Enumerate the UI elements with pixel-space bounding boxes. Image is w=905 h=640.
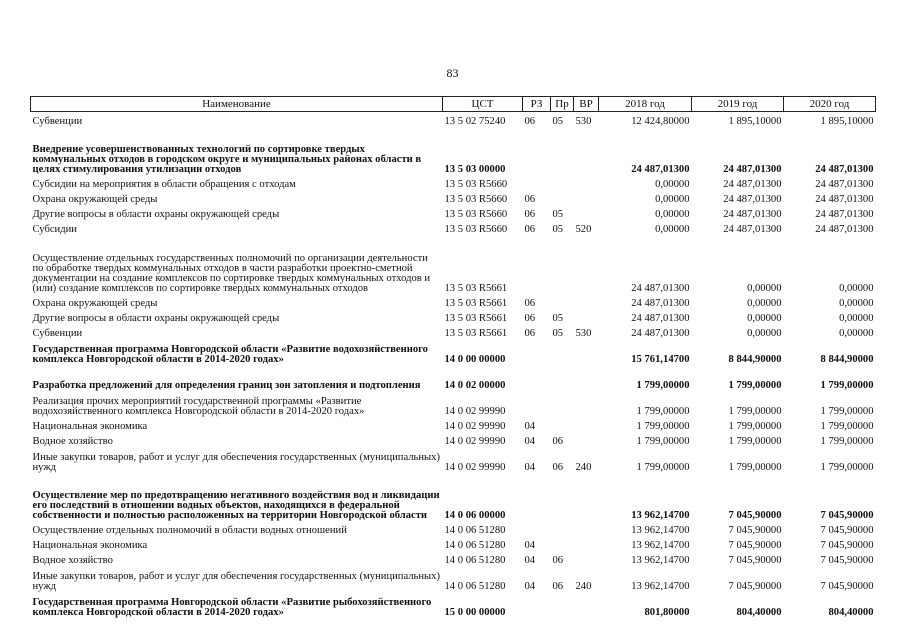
vr-cell: 240	[575, 462, 592, 473]
cst-cell: 15 0 00 00000	[444, 607, 506, 618]
value-2018-cell: 13 962,14700	[631, 540, 690, 551]
rz-cell: 06	[524, 116, 536, 127]
pr-cell: 06	[552, 581, 564, 592]
budget-table	[30, 96, 876, 618]
name-cell: Субвенции	[32, 328, 83, 339]
cst-cell: 14 0 02 99990	[444, 436, 506, 447]
vr-cell	[574, 309, 599, 324]
table-row	[31, 175, 876, 190]
vr-cell: 240	[575, 581, 592, 592]
name-cell: Другие вопросы в области охраны окружающей среды	[32, 209, 280, 220]
pr-cell: 06	[552, 462, 564, 473]
header-2020: 2020 год	[784, 97, 876, 112]
header-pr: Пр	[551, 97, 574, 112]
name-cell: Охрана окружающей среды	[32, 298, 158, 309]
value-2020-cell: 8 844,90000	[820, 354, 874, 365]
header-rz: РЗ	[523, 97, 551, 112]
cst-cell: 14 0 02 00000	[444, 380, 506, 391]
value-2020-cell: 1 799,00000	[820, 462, 874, 473]
pr-cell	[551, 127, 574, 175]
table-row	[31, 112, 876, 128]
value-2019-cell: 0,00000	[747, 328, 782, 339]
vr-cell	[574, 190, 599, 205]
header-cst: ЦСТ	[443, 97, 523, 112]
pr-cell	[551, 365, 574, 391]
value-2019-cell: 1 799,00000	[728, 421, 782, 432]
cst-cell: 13 5 03 R5660	[444, 224, 508, 235]
value-2018-cell: 24 487,01300	[631, 298, 690, 309]
name-cell: Национальная экономика	[32, 540, 148, 551]
vr-cell	[574, 235, 599, 294]
table-row	[31, 447, 876, 473]
rz-cell: 06	[524, 224, 536, 235]
vr-cell	[574, 536, 599, 551]
table-row	[31, 220, 876, 235]
cst-cell: 13 5 03 R5660	[444, 179, 508, 190]
header-name: Наименование	[31, 97, 443, 112]
table-row	[31, 190, 876, 205]
rz-cell	[523, 391, 551, 417]
value-2019-cell: 1 895,10000	[728, 116, 782, 127]
vr-cell	[574, 417, 599, 432]
value-2018-cell: 13 962,14700	[631, 581, 690, 592]
value-2018-cell: 13 962,14700	[631, 555, 690, 566]
value-2020-cell: 1 799,00000	[820, 421, 874, 432]
value-2018-cell: 24 487,01300	[631, 313, 690, 324]
value-2019-cell: 7 045,90000	[728, 525, 782, 536]
rz-cell	[523, 127, 551, 175]
table-row	[31, 566, 876, 592]
rz-cell: 06	[524, 194, 536, 205]
pr-cell	[551, 473, 574, 521]
cst-cell: 13 5 03 R5661	[444, 328, 508, 339]
value-2020-cell: 1 895,10000	[820, 116, 874, 127]
pr-cell: 05	[552, 313, 564, 324]
vr-cell	[574, 592, 599, 618]
pr-cell	[551, 417, 574, 432]
name-cell: Разработка предложений для определения границ зон затопления и подтопления	[32, 380, 421, 391]
value-2019-cell: 7 045,90000	[728, 540, 782, 551]
value-2018-cell: 0,00000	[655, 179, 690, 190]
value-2020-cell: 24 487,01300	[815, 164, 874, 175]
rz-cell	[523, 175, 551, 190]
value-2020-cell: 0,00000	[839, 298, 874, 309]
value-2020-cell: 0,00000	[839, 328, 874, 339]
value-2018-cell: 1 799,00000	[636, 380, 690, 391]
vr-cell: 530	[575, 116, 592, 127]
rz-cell: 04	[524, 462, 536, 473]
rz-cell: 06	[524, 298, 536, 309]
pr-cell	[551, 190, 574, 205]
pr-cell	[551, 235, 574, 294]
table-row	[31, 417, 876, 432]
rz-cell	[523, 592, 551, 618]
value-2018-cell: 15 761,14700	[631, 354, 690, 365]
pr-cell: 06	[552, 555, 564, 566]
cst-cell: 14 0 00 00000	[444, 354, 506, 365]
value-2019-cell: 7 045,90000	[728, 581, 782, 592]
value-2020-cell: 1 799,00000	[820, 436, 874, 447]
table-row	[31, 592, 876, 618]
table-row	[31, 235, 876, 294]
cst-cell: 14 0 06 00000	[444, 510, 506, 521]
value-2018-cell: 24 487,01300	[631, 328, 690, 339]
name-cell: Водное хозяйство	[32, 555, 113, 566]
table-row	[31, 391, 876, 417]
value-2020-cell: 804,40000	[828, 607, 874, 618]
cst-cell: 13 5 03 R5661	[444, 298, 508, 309]
vr-cell	[574, 473, 599, 521]
vr-cell	[574, 339, 599, 365]
vr-cell	[574, 127, 599, 175]
value-2019-cell: 0,00000	[747, 313, 782, 324]
name-cell: Внедрение усовершенствованных технологий по сортировке твердых коммунальных отходов в городском округе и муниципальных районах области в целях стимулирования утилизации отходов	[32, 144, 422, 175]
cst-cell: 14 0 06 51280	[444, 555, 506, 566]
table-row	[31, 473, 876, 521]
cst-cell: 13 5 03 R5660	[444, 209, 508, 220]
value-2018-cell: 24 487,01300	[631, 164, 690, 175]
value-2019-cell: 0,00000	[747, 298, 782, 309]
cst-cell: 14 0 06 51280	[444, 525, 506, 536]
name-cell: Реализация прочих мероприятий государственной программы «Развитие водохозяйственного комплекса Новгородской области в 2014-2020 годах»	[32, 396, 365, 417]
table-row	[31, 536, 876, 551]
pr-cell	[551, 521, 574, 536]
vr-cell	[574, 175, 599, 190]
value-2019-cell: 24 487,01300	[723, 209, 782, 220]
vr-cell	[574, 432, 599, 447]
rz-cell	[523, 521, 551, 536]
name-cell: Другие вопросы в области охраны окружающей среды	[32, 313, 280, 324]
cst-cell: 13 5 02 75240	[444, 116, 506, 127]
value-2019-cell: 0,00000	[747, 283, 782, 294]
pr-cell	[551, 391, 574, 417]
rz-cell	[523, 235, 551, 294]
value-2019-cell: 1 799,00000	[728, 462, 782, 473]
value-2019-cell: 24 487,01300	[723, 179, 782, 190]
value-2018-cell: 13 962,14700	[631, 525, 690, 536]
value-2018-cell: 0,00000	[655, 209, 690, 220]
value-2019-cell: 24 487,01300	[723, 224, 782, 235]
value-2020-cell: 24 487,01300	[815, 179, 874, 190]
value-2018-cell: 0,00000	[655, 194, 690, 205]
value-2020-cell: 0,00000	[839, 313, 874, 324]
cst-cell: 14 0 02 99990	[444, 406, 506, 417]
pr-cell	[551, 175, 574, 190]
value-2019-cell: 7 045,90000	[728, 510, 782, 521]
cst-cell: 14 0 06 51280	[444, 581, 506, 592]
cst-cell: 13 5 03 00000	[444, 164, 506, 175]
vr-cell: 520	[575, 224, 592, 235]
name-cell: Государственная программа Новгородской области «Развитие рыбохозяйственного комплекса Новгородской области в 2014-2020 годах»	[32, 597, 432, 618]
cst-cell: 13 5 03 R5661	[444, 283, 508, 294]
value-2020-cell: 1 799,00000	[820, 406, 874, 417]
rz-cell: 04	[524, 436, 536, 447]
header-2018: 2018 год	[599, 97, 692, 112]
table-row	[31, 324, 876, 339]
vr-cell	[574, 521, 599, 536]
table-row	[31, 294, 876, 309]
table-header-row	[31, 97, 876, 112]
pr-cell	[551, 294, 574, 309]
value-2020-cell: 7 045,90000	[820, 581, 874, 592]
name-cell: Иные закупки товаров, работ и услуг для обеспечения государственных (муниципальных) нужд	[32, 571, 440, 592]
cst-cell: 13 5 03 R5661	[444, 313, 508, 324]
table-body	[31, 112, 876, 619]
value-2018-cell: 1 799,00000	[636, 421, 690, 432]
cst-cell: 14 0 02 99990	[444, 421, 506, 432]
rz-cell	[523, 473, 551, 521]
cst-cell: 13 5 03 R5660	[444, 194, 508, 205]
table-row	[31, 205, 876, 220]
value-2019-cell: 8 844,90000	[728, 354, 782, 365]
value-2018-cell: 13 962,14700	[631, 510, 690, 521]
pr-cell: 05	[552, 209, 564, 220]
value-2018-cell: 0,00000	[655, 224, 690, 235]
rz-cell: 04	[524, 555, 536, 566]
name-cell: Субвенции	[32, 116, 83, 127]
value-2018-cell: 1 799,00000	[636, 406, 690, 417]
value-2020-cell: 0,00000	[839, 283, 874, 294]
value-2019-cell: 24 487,01300	[723, 164, 782, 175]
rz-cell: 06	[524, 328, 536, 339]
rz-cell: 04	[524, 540, 536, 551]
header-2019: 2019 год	[692, 97, 784, 112]
name-cell: Осуществление мер по предотвращению негативного воздействия вод и ликвидации его последствий в отношении водных объектов, находящихся в федеральной собственности и полностью расположенных на территории Новгородской области	[32, 490, 440, 521]
cst-cell: 14 0 02 99990	[444, 462, 506, 473]
table-row	[31, 551, 876, 566]
pr-cell: 05	[552, 116, 564, 127]
value-2020-cell: 24 487,01300	[815, 194, 874, 205]
value-2018-cell: 24 487,01300	[631, 283, 690, 294]
value-2020-cell: 24 487,01300	[815, 209, 874, 220]
name-cell: Субсидии	[32, 224, 77, 235]
value-2020-cell: 7 045,90000	[820, 510, 874, 521]
value-2019-cell: 1 799,00000	[728, 436, 782, 447]
rz-cell	[523, 339, 551, 365]
value-2018-cell: 1 799,00000	[636, 462, 690, 473]
name-cell: Осуществление отдельных государственных полномочий по организации деятельности по обработке твердых коммунальных отходов в части разработки проектно-сметной документации на создание комплексов по сортировке твердых коммунальных отходов и (или) создание комплексов по сортировке твердых коммунальных отходов	[32, 253, 431, 294]
name-cell: Осуществление отдельных полномочий в области водных отношений	[32, 525, 347, 536]
header-vr: ВР	[574, 97, 599, 112]
value-2018-cell: 801,80000	[644, 607, 690, 618]
name-cell: Субсидии на мероприятия в области обращения с отходам	[32, 179, 296, 190]
value-2020-cell: 7 045,90000	[820, 525, 874, 536]
cst-cell: 14 0 06 51280	[444, 540, 506, 551]
name-cell: Охрана окружающей среды	[32, 194, 158, 205]
value-2019-cell: 7 045,90000	[728, 555, 782, 566]
name-cell: Водное хозяйство	[32, 436, 113, 447]
name-cell: Национальная экономика	[32, 421, 148, 432]
table-row	[31, 521, 876, 536]
value-2019-cell: 1 799,00000	[728, 406, 782, 417]
value-2019-cell: 1 799,00000	[728, 380, 782, 391]
vr-cell: 530	[575, 328, 592, 339]
value-2019-cell: 24 487,01300	[723, 194, 782, 205]
page-number: 83	[446, 66, 459, 80]
vr-cell	[574, 365, 599, 391]
value-2018-cell: 12 424,80000	[631, 116, 690, 127]
name-cell: Государственная программа Новгородской области «Развитие водохозяйственного комплекса Новгородской области в 2014-2020 годах»	[32, 344, 428, 365]
pr-cell: 06	[552, 436, 564, 447]
rz-cell: 04	[524, 421, 536, 432]
rz-cell: 06	[524, 313, 536, 324]
table-row	[31, 365, 876, 391]
value-2020-cell: 7 045,90000	[820, 540, 874, 551]
table-row	[31, 127, 876, 175]
table-row	[31, 432, 876, 447]
value-2018-cell: 1 799,00000	[636, 436, 690, 447]
vr-cell	[574, 551, 599, 566]
pr-cell	[551, 339, 574, 365]
pr-cell: 05	[552, 224, 564, 235]
pr-cell	[551, 536, 574, 551]
value-2019-cell: 804,40000	[736, 607, 782, 618]
value-2020-cell: 7 045,90000	[820, 555, 874, 566]
value-2020-cell: 1 799,00000	[820, 380, 874, 391]
vr-cell	[574, 205, 599, 220]
vr-cell	[574, 391, 599, 417]
rz-cell: 04	[524, 581, 536, 592]
table-row	[31, 309, 876, 324]
vr-cell	[574, 294, 599, 309]
pr-cell: 05	[552, 328, 564, 339]
pr-cell	[551, 592, 574, 618]
value-2020-cell: 24 487,01300	[815, 224, 874, 235]
rz-cell: 06	[524, 209, 536, 220]
rz-cell	[523, 365, 551, 391]
name-cell: Иные закупки товаров, работ и услуг для обеспечения государственных (муниципальных) нужд	[32, 452, 440, 473]
table-row	[31, 339, 876, 365]
